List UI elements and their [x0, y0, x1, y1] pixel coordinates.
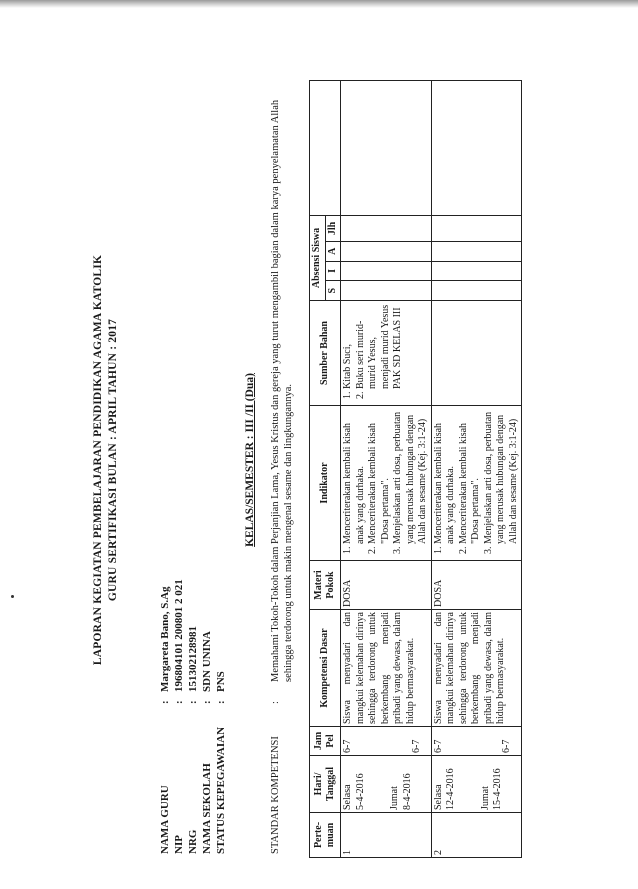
- cell-a: [431, 241, 522, 261]
- report-title: [91, 60, 121, 860]
- header-i: I: [325, 261, 341, 281]
- cell-sumber: [431, 301, 522, 406]
- info-row: NAMA GURU : Margareta Bano, S.Ag: [158, 586, 171, 854]
- info-row: NRG : 151302128981: [186, 626, 199, 854]
- info-label: NRG: [186, 829, 199, 854]
- info-value: PNS: [214, 671, 227, 692]
- header-jlh: Jlh: [325, 216, 341, 242]
- header-hari-tanggal: Hari/ Tanggal: [310, 756, 341, 813]
- info-value: 151302128981: [186, 626, 199, 692]
- day-1: Selasa: [342, 784, 354, 810]
- info-label: STATUS KEPEGAWAIAN: [214, 726, 227, 854]
- header-materi-pokok: Materi Pokok: [310, 561, 341, 610]
- date-2: 8-4-2016: [401, 773, 413, 810]
- cell-jam: [341, 727, 432, 756]
- table-row: [341, 81, 432, 858]
- header-jam: Jam Pel: [310, 727, 341, 756]
- cell-s: [431, 281, 522, 301]
- cell-sumber: [341, 301, 432, 406]
- header-blank: [310, 81, 341, 216]
- rotated-document: [90, 60, 550, 860]
- info-row: STATUS KEPEGAWAIAN : PNS: [214, 671, 227, 854]
- indikator-item: 3. Menjelaskan arti dosa, perbuatan yang merusak hubungan dengan Allah dan sesame (Kej. 3:1-24): [483, 408, 521, 544]
- info-value: Margareta Bano, S.Ag: [158, 586, 171, 692]
- cell-i: [341, 261, 432, 281]
- cell-blank: [431, 81, 522, 216]
- header-absensi: Absensi Siswa: [310, 216, 326, 301]
- title-line-1: LAPORAN KEGIATAN PEMBELAJARAN PENDIDIKAN AGAMA KATOLIK: [92, 254, 104, 666]
- scan-speck: [11, 595, 14, 598]
- class-semester-heading: KELAS/SEMESTER : III /II (Dua): [243, 373, 256, 547]
- indikator-item: 2. Menceriterakan kembali kisah "Dosa pertama".: [458, 408, 483, 544]
- info-row: NAMA SEKOLAH : SDN UNINA: [200, 631, 213, 854]
- sumber-item: 2. Buku seri murid-murid Yesus, menjadi murid Yesus PAK SD KELAS III: [355, 303, 405, 389]
- info-label: NAMA SEKOLAH: [200, 763, 213, 854]
- info-label: NAMA GURU: [158, 785, 171, 854]
- header-a: A: [325, 241, 341, 261]
- indikator-item: 2. Menceriterakan kembali kisah "Dosa pertama".: [367, 408, 392, 544]
- cell-kompetensi-dasar: Siswa menyadari dan mangkui kelemahan dirinya sehingga terdorong untuk berkembang menjadi pribadi yang dewasa, dalam hidup bermasyarakat.: [431, 610, 522, 727]
- day-1: Selasa: [432, 784, 444, 810]
- lesson-table: [309, 80, 522, 858]
- cell-jam: [431, 727, 522, 756]
- cell-pertemuan: 2: [431, 813, 522, 858]
- scan-edge: [0, 0, 638, 8]
- cell-kompetensi-dasar: Siswa menyadari dan mangkui kelemahan dirinya sehingga terdorong untuk berkembang menjadi pribadi yang dewasa, dalam hidup bermasyarakat.: [341, 610, 432, 727]
- cell-hari-tanggal: [341, 756, 432, 813]
- cell-materi: DOSA: [341, 561, 432, 610]
- header-indikator: Indikator: [310, 406, 341, 561]
- date-1: 12-4-2016: [445, 768, 457, 810]
- teacher-info: [159, 60, 229, 854]
- standar-value: Memahami Tokoh-Tokoh dalam Perjanjian Lama, Yesus Kristus dan gereja yang turut mengambil bagian dalam karya penyelamatan Allah sehingga terdorong untuk makin mengenal sesame dan lingkungannya.: [270, 99, 295, 682]
- header-sumber-bahan: Sumber Bahan: [310, 301, 341, 406]
- cell-jlh: [431, 216, 522, 242]
- cell-pertemuan: 1: [341, 813, 432, 858]
- jam-1: 6-7: [432, 739, 444, 753]
- jam-1: 6-7: [342, 739, 354, 753]
- standar-kompetensi: STANDAR KOMPETENSI : Memahami Tokoh-Tokoh dalam Perjanjian Lama, Yesus Kristus dan gereja yang turut mengambil bagian dalam karya penyelamatan Allah sehingga terdorong untuk makin mengenal sesame dan lingkungannya.: [269, 60, 295, 854]
- cell-indikator: [431, 406, 522, 561]
- day-2: Jumat: [479, 786, 491, 810]
- sumber-item: 1. Kitab Suci,: [342, 303, 355, 389]
- indikator-item: 1. Menceriterakan kembali kisah anak yang durhaka.: [433, 408, 458, 544]
- cell-a: [341, 241, 432, 261]
- indikator-item: 3. Menjelaskan arti dosa, perbuatan yang merusak hubungan dengan Allah dan sesame (Kej. 3:1-24): [392, 408, 430, 544]
- date-1: 5-4-2016: [354, 773, 366, 810]
- cell-s: [341, 281, 432, 301]
- jam-2: 6-7: [410, 739, 422, 753]
- date-2: 15-4-2016: [492, 768, 504, 810]
- header-kompetensi-dasar: Kompetensi Dasar: [310, 610, 341, 727]
- header-s: S: [325, 281, 341, 301]
- jam-2: 6-7: [501, 739, 513, 753]
- info-value: SDN UNINA: [200, 631, 213, 692]
- indikator-item: 1. Menceriterakan kembali kisah anak yang durhaka.: [342, 408, 367, 544]
- cell-hari-tanggal: [431, 756, 522, 813]
- header-pertemuan: Perte-muan: [310, 813, 341, 858]
- day-2: Jumat: [389, 786, 401, 810]
- cell-jlh: [341, 216, 432, 242]
- info-label: NIP: [172, 835, 185, 854]
- info-value: 196804101 200801 2 021: [172, 579, 185, 692]
- info-row: NIP : 196804101 200801 2 021: [172, 579, 185, 854]
- standar-label: STANDAR KOMPETENSI: [270, 736, 282, 854]
- table-row: [431, 81, 522, 858]
- cell-i: [431, 261, 522, 281]
- cell-indikator: [341, 406, 432, 561]
- cell-materi: DOSA: [431, 561, 522, 610]
- title-line-2: GURU SERTIFIKASI BULAN : APRIL TAHUN : 2017: [107, 318, 120, 602]
- cell-blank: [341, 81, 432, 216]
